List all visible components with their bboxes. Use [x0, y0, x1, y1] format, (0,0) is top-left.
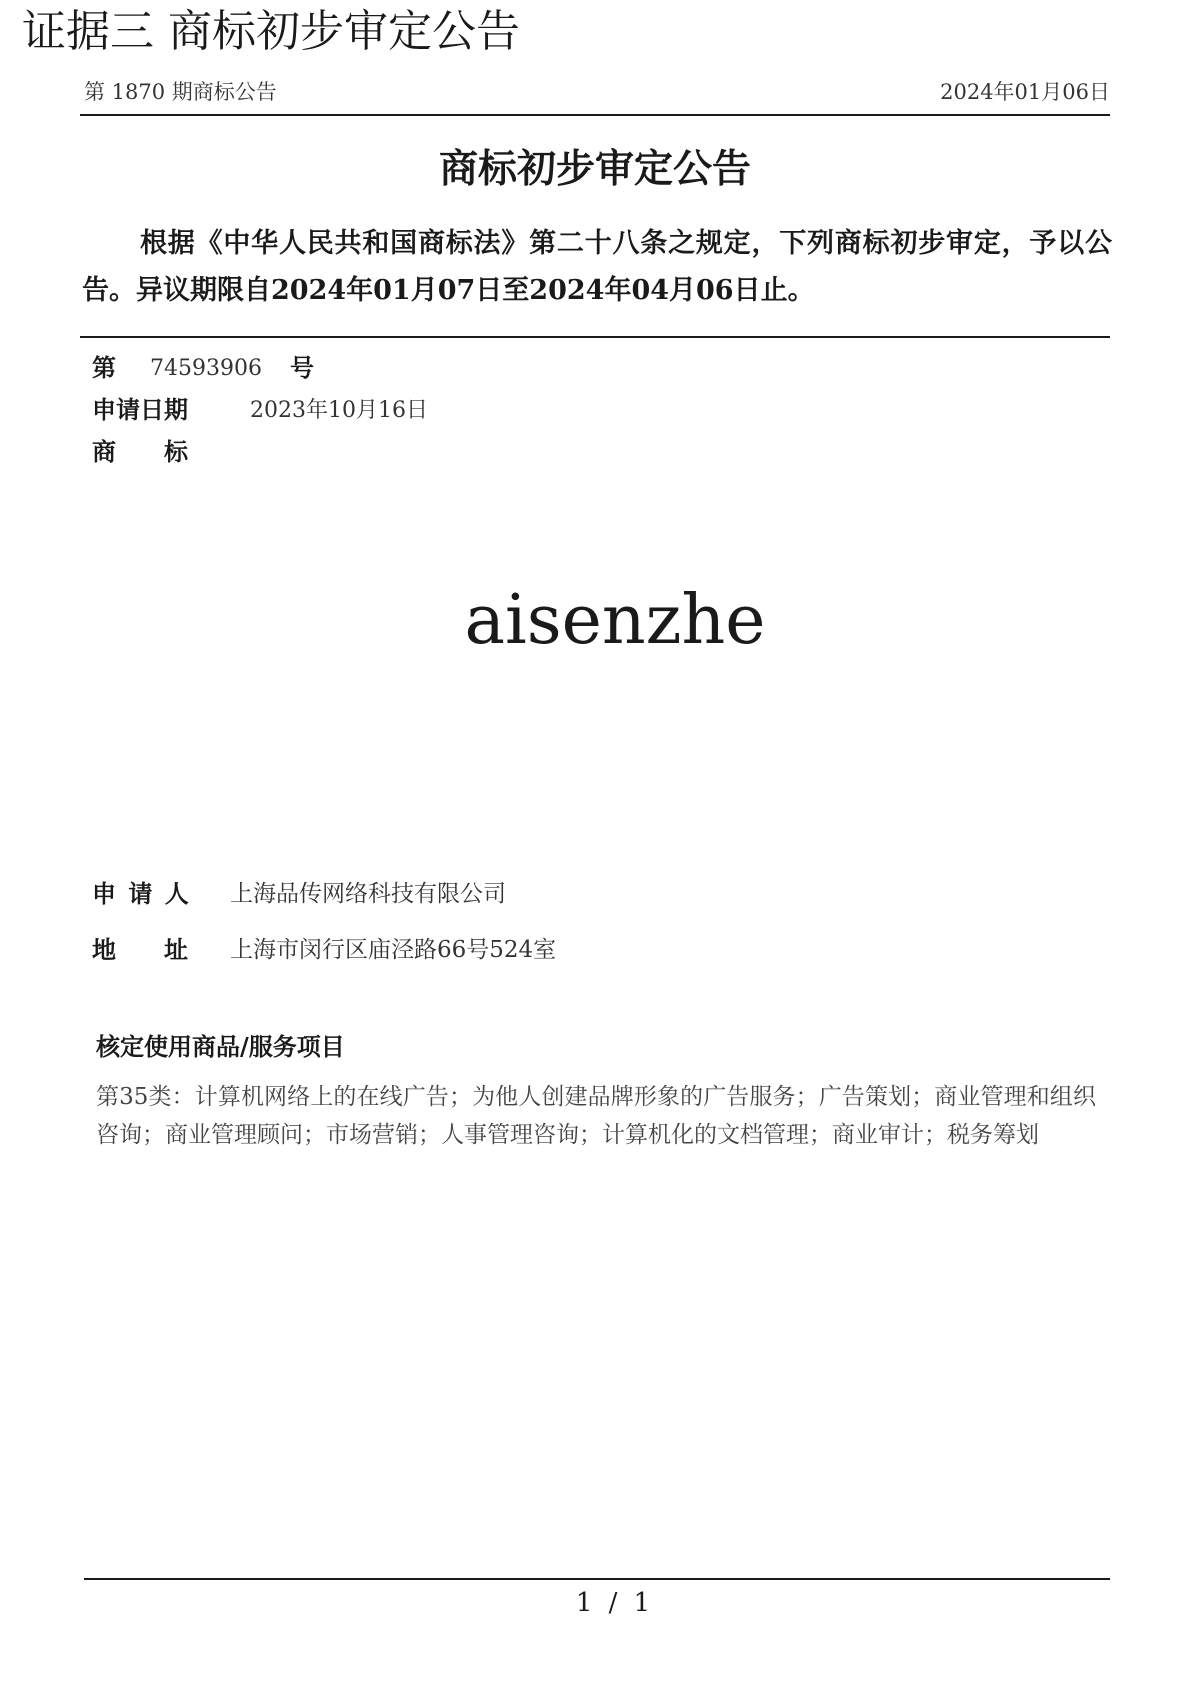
application-date-label: 申请日期 [92, 395, 188, 424]
issue-number: 第 1870 期商标公告 [84, 80, 277, 104]
notice-body: 根据《中华人民共和国商标法》第二十八条之规定，下列商标初步审定，予以公告。异议期限自2024年01月07日至2024年04月06日止。 [82, 228, 1112, 306]
goods-services-list: 第35类：计算机网络上的在线广告；为他人创建品牌形象的广告服务；广告策划；商业管理和组织咨询；商业管理顾问；市场营销；人事管理咨询；计算机化的文档管理；商业审计；税务筹划 [96, 1084, 1096, 1148]
notice-divider [80, 336, 1110, 338]
page-number: 1 / 1 [575, 1588, 655, 1618]
trademark-mark: aisenzhe [464, 581, 766, 660]
applicant-name: 上海品传网络科技有限公司 [230, 881, 506, 907]
goods-services-heading: 核定使用商品/服务项目 [96, 1032, 345, 1061]
registration-number: 74593906 [150, 356, 262, 381]
header-divider [80, 114, 1110, 116]
applicant-label: 申 请 人 [92, 879, 191, 908]
exhibit-title: 证据三 商标初步审定公告 [22, 6, 520, 57]
address-value: 上海市闵行区庙泾路66号524室 [230, 937, 557, 963]
address-label: 地 址 [92, 935, 188, 964]
application-date: 2023年10月16日 [250, 398, 428, 423]
registration-number-prefix: 第 [92, 353, 116, 382]
notice-title: 商标初步审定公告 [438, 146, 751, 192]
trademark-label: 商 标 [92, 437, 188, 466]
footer-divider [84, 1578, 1110, 1580]
publication-date: 2024年01月06日 [940, 80, 1110, 104]
registration-number-suffix: 号 [290, 353, 314, 382]
